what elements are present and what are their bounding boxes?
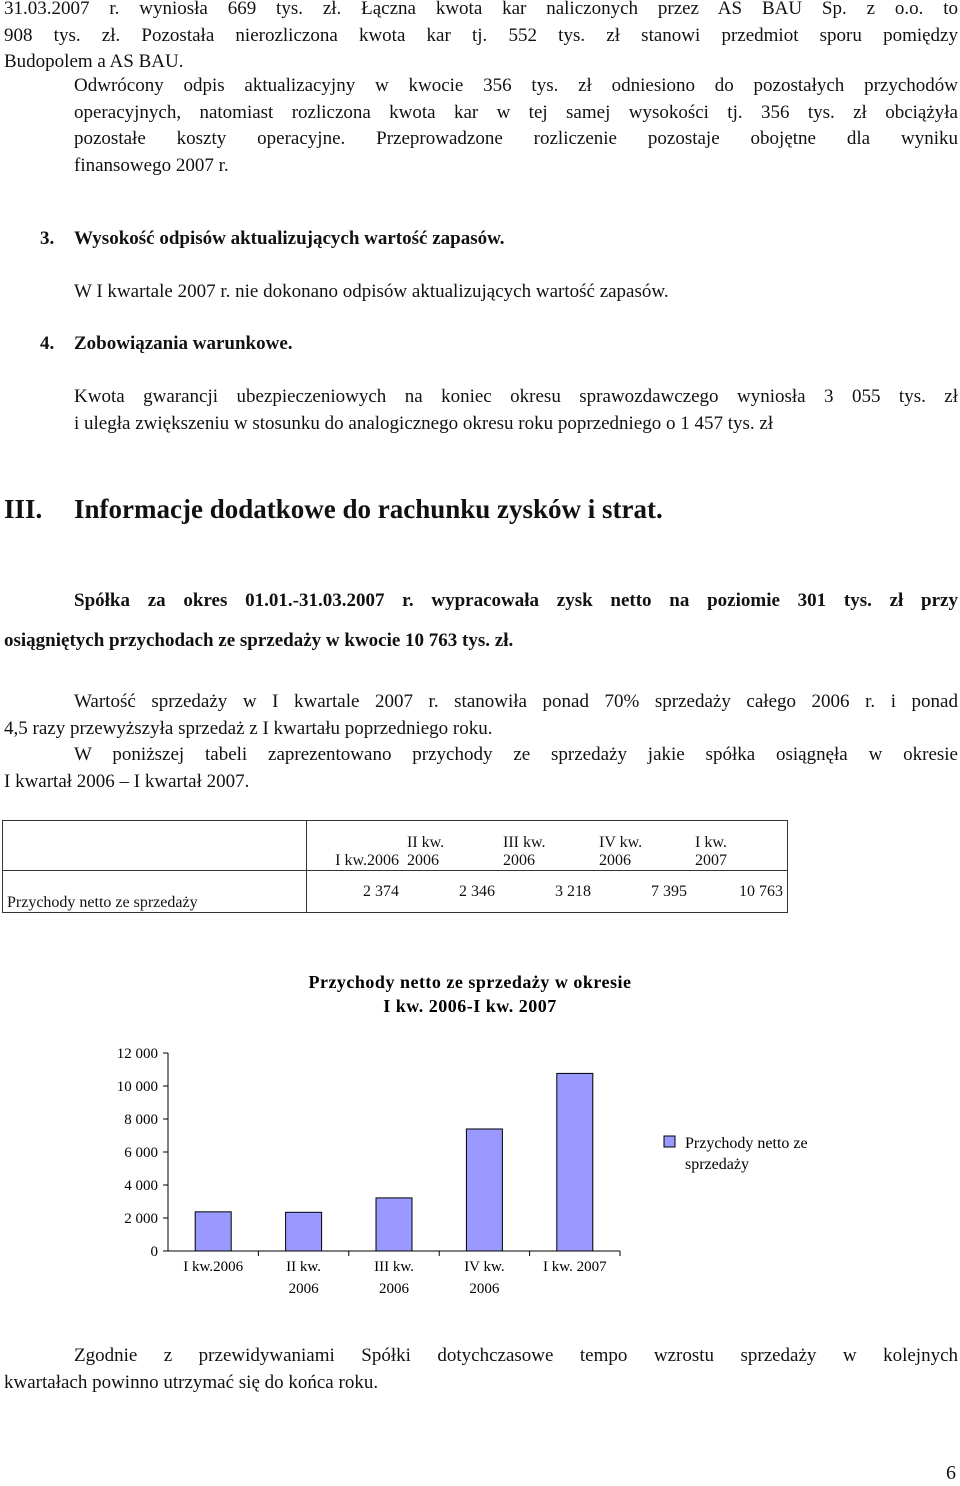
chart-title: I kw. 2006-I kw. 2007	[383, 996, 557, 1016]
text-line: Kwota gwarancji ubezpieczeniowych na koniec okresu sprawozdawczego wyniosła 3 055 tys. zł	[74, 386, 958, 407]
x-tick-label: III kw.	[374, 1259, 414, 1275]
table-header-text: 2006	[407, 852, 439, 869]
paragraph-kary	[4, 0, 958, 76]
y-tick-label: 6 000	[124, 1145, 158, 1161]
chart-title: Przychody netto ze sprzedaży w okresie	[308, 972, 632, 992]
legend-label: sprzedaży	[685, 1156, 749, 1173]
x-tick-label: 2006	[469, 1281, 500, 1297]
table-header-text: I kw.2006	[335, 852, 399, 869]
text-line: Wartość sprzedaży w I kwartale 2007 r. stanowiła ponad 70% sprzedaży całego 2006 r. i ponad	[74, 691, 958, 712]
text-line: kwartałach powinno utrzymać się do końca roku.	[4, 1371, 379, 1393]
paragraph-odpis	[74, 73, 958, 179]
table-header-text: III kw.	[503, 834, 546, 851]
y-tick-label: 4 000	[124, 1178, 158, 1194]
text-line: Budopolem a AS BAU.	[4, 51, 184, 72]
bar	[376, 1198, 412, 1251]
section-4-number: 4.	[40, 333, 55, 354]
bar	[466, 1129, 502, 1251]
x-tick-label: I kw.2006	[183, 1259, 244, 1275]
y-tick-label: 8 000	[124, 1112, 158, 1128]
bar	[557, 1073, 593, 1251]
table-cell: 2 374	[307, 871, 404, 913]
text-line: W poniższej tabeli zaprezentowano przychody ze sprzedaży jakie spółka osiągnęła w okresie	[74, 744, 958, 765]
text-line: Odwrócony odpis aktualizacyjny w kwocie 356 tys. zł odniesiono do pozostałych przychodów	[74, 75, 958, 96]
section-3-title: Wysokość odpisów aktualizujących wartość zapasów.	[74, 228, 505, 249]
table-header-text: 2006	[599, 852, 631, 869]
text-line: 31.03.2007 r. wyniosła 669 tys. zł. Łączna kwota kar naliczonych przez AS BAU Sp. z o.o. to	[4, 0, 958, 19]
table-header-cell	[403, 821, 499, 871]
table-corner-cell	[3, 821, 307, 871]
paragraph-zysk	[4, 581, 958, 661]
y-tick-label: 12 000	[116, 1046, 158, 1062]
x-tick-label: IV kw.	[464, 1259, 505, 1275]
y-tick-label: 0	[150, 1244, 158, 1260]
table-header-cell	[691, 821, 788, 871]
page-number: 6	[946, 1462, 956, 1484]
text-line: Spółka za okres 01.01.-31.03.2007 r. wypracowała zysk netto na poziomie 301 tys. zł przy	[74, 590, 958, 611]
table-header-text: II kw.	[407, 834, 445, 851]
table-header-cell	[499, 821, 595, 871]
text-line: 908 tys. zł. Pozostała nierozliczona kwota kar tj. 552 tys. zł stanowi przedmiot sporu pomiędzy	[4, 24, 958, 46]
paragraph-sprzedaz	[4, 689, 958, 795]
text-line: 4,5 razy przewyższyła sprzedaż z I kwartału poprzedniego roku.	[4, 717, 493, 739]
section-III-number: III.	[4, 494, 43, 524]
section-4-title: Zobowiązania warunkowe.	[74, 333, 293, 354]
table-header-text: 2006	[503, 852, 535, 869]
section-III-title: Informacje dodatkowe do rachunku zysków i strat.	[74, 494, 663, 524]
table-cell: 2 346	[403, 871, 499, 913]
x-tick-label: 2006	[288, 1281, 319, 1297]
x-tick-label: 2006	[379, 1281, 409, 1297]
table-row	[3, 871, 788, 913]
table-cell: 10 763	[691, 871, 788, 913]
bar	[195, 1212, 231, 1251]
text-line: I kwartał 2006 – I kwartał 2007.	[4, 770, 250, 792]
legend-label: Przychody netto ze	[685, 1135, 808, 1152]
x-tick-label: II kw.	[286, 1259, 322, 1275]
revenue-table	[2, 820, 788, 913]
section-4-text	[74, 384, 958, 437]
section-3-number: 3.	[40, 228, 55, 249]
revenue-bar-chart	[0, 960, 960, 1320]
text-line: osiągniętych przychodach ze sprzedaży w kwocie 10 763 tys. zł.	[4, 630, 514, 651]
y-tick-label: 10 000	[116, 1079, 158, 1095]
table-header-text: IV kw.	[599, 834, 643, 851]
text-line: Zgodnie z przewidywaniami Spółki dotychczasowe tempo wzrostu sprzedaży w kolejnych	[74, 1345, 958, 1366]
paragraph-prognoza	[4, 1343, 958, 1396]
table-header-text: I kw.	[695, 834, 727, 851]
table-row-label: Przychody netto ze sprzedaży	[3, 871, 307, 913]
table-cell: 7 395	[595, 871, 691, 913]
text-line: finansowego 2007 r.	[74, 154, 229, 176]
text-line: operacyjnych, natomiast rozliczona kwota kar w tej samej wysokości tj. 356 tys. zł obciążyła	[74, 101, 958, 123]
legend-swatch	[664, 1136, 675, 1147]
table-header-row	[3, 821, 788, 871]
table-header-cell	[595, 821, 691, 871]
table-cell: 3 218	[499, 871, 595, 913]
table-header-cell	[307, 821, 404, 871]
section-3-text: W I kwartale 2007 r. nie dokonano odpisów aktualizujących wartość zapasów.	[74, 281, 669, 302]
text-line: i uległa zwiększeniu w stosunku do analogicznego okresu roku poprzedniego o 1 457 tys. zł	[74, 412, 774, 434]
bar	[286, 1212, 322, 1251]
text-line: pozostałe koszty operacyjne. Przeprowadzone rozliczenie pozostaje obojętne dla wyniku	[74, 128, 958, 149]
x-tick-label: I kw. 2007	[542, 1259, 607, 1275]
y-tick-label: 2 000	[124, 1211, 158, 1227]
table-header-text: 2007	[695, 852, 727, 869]
